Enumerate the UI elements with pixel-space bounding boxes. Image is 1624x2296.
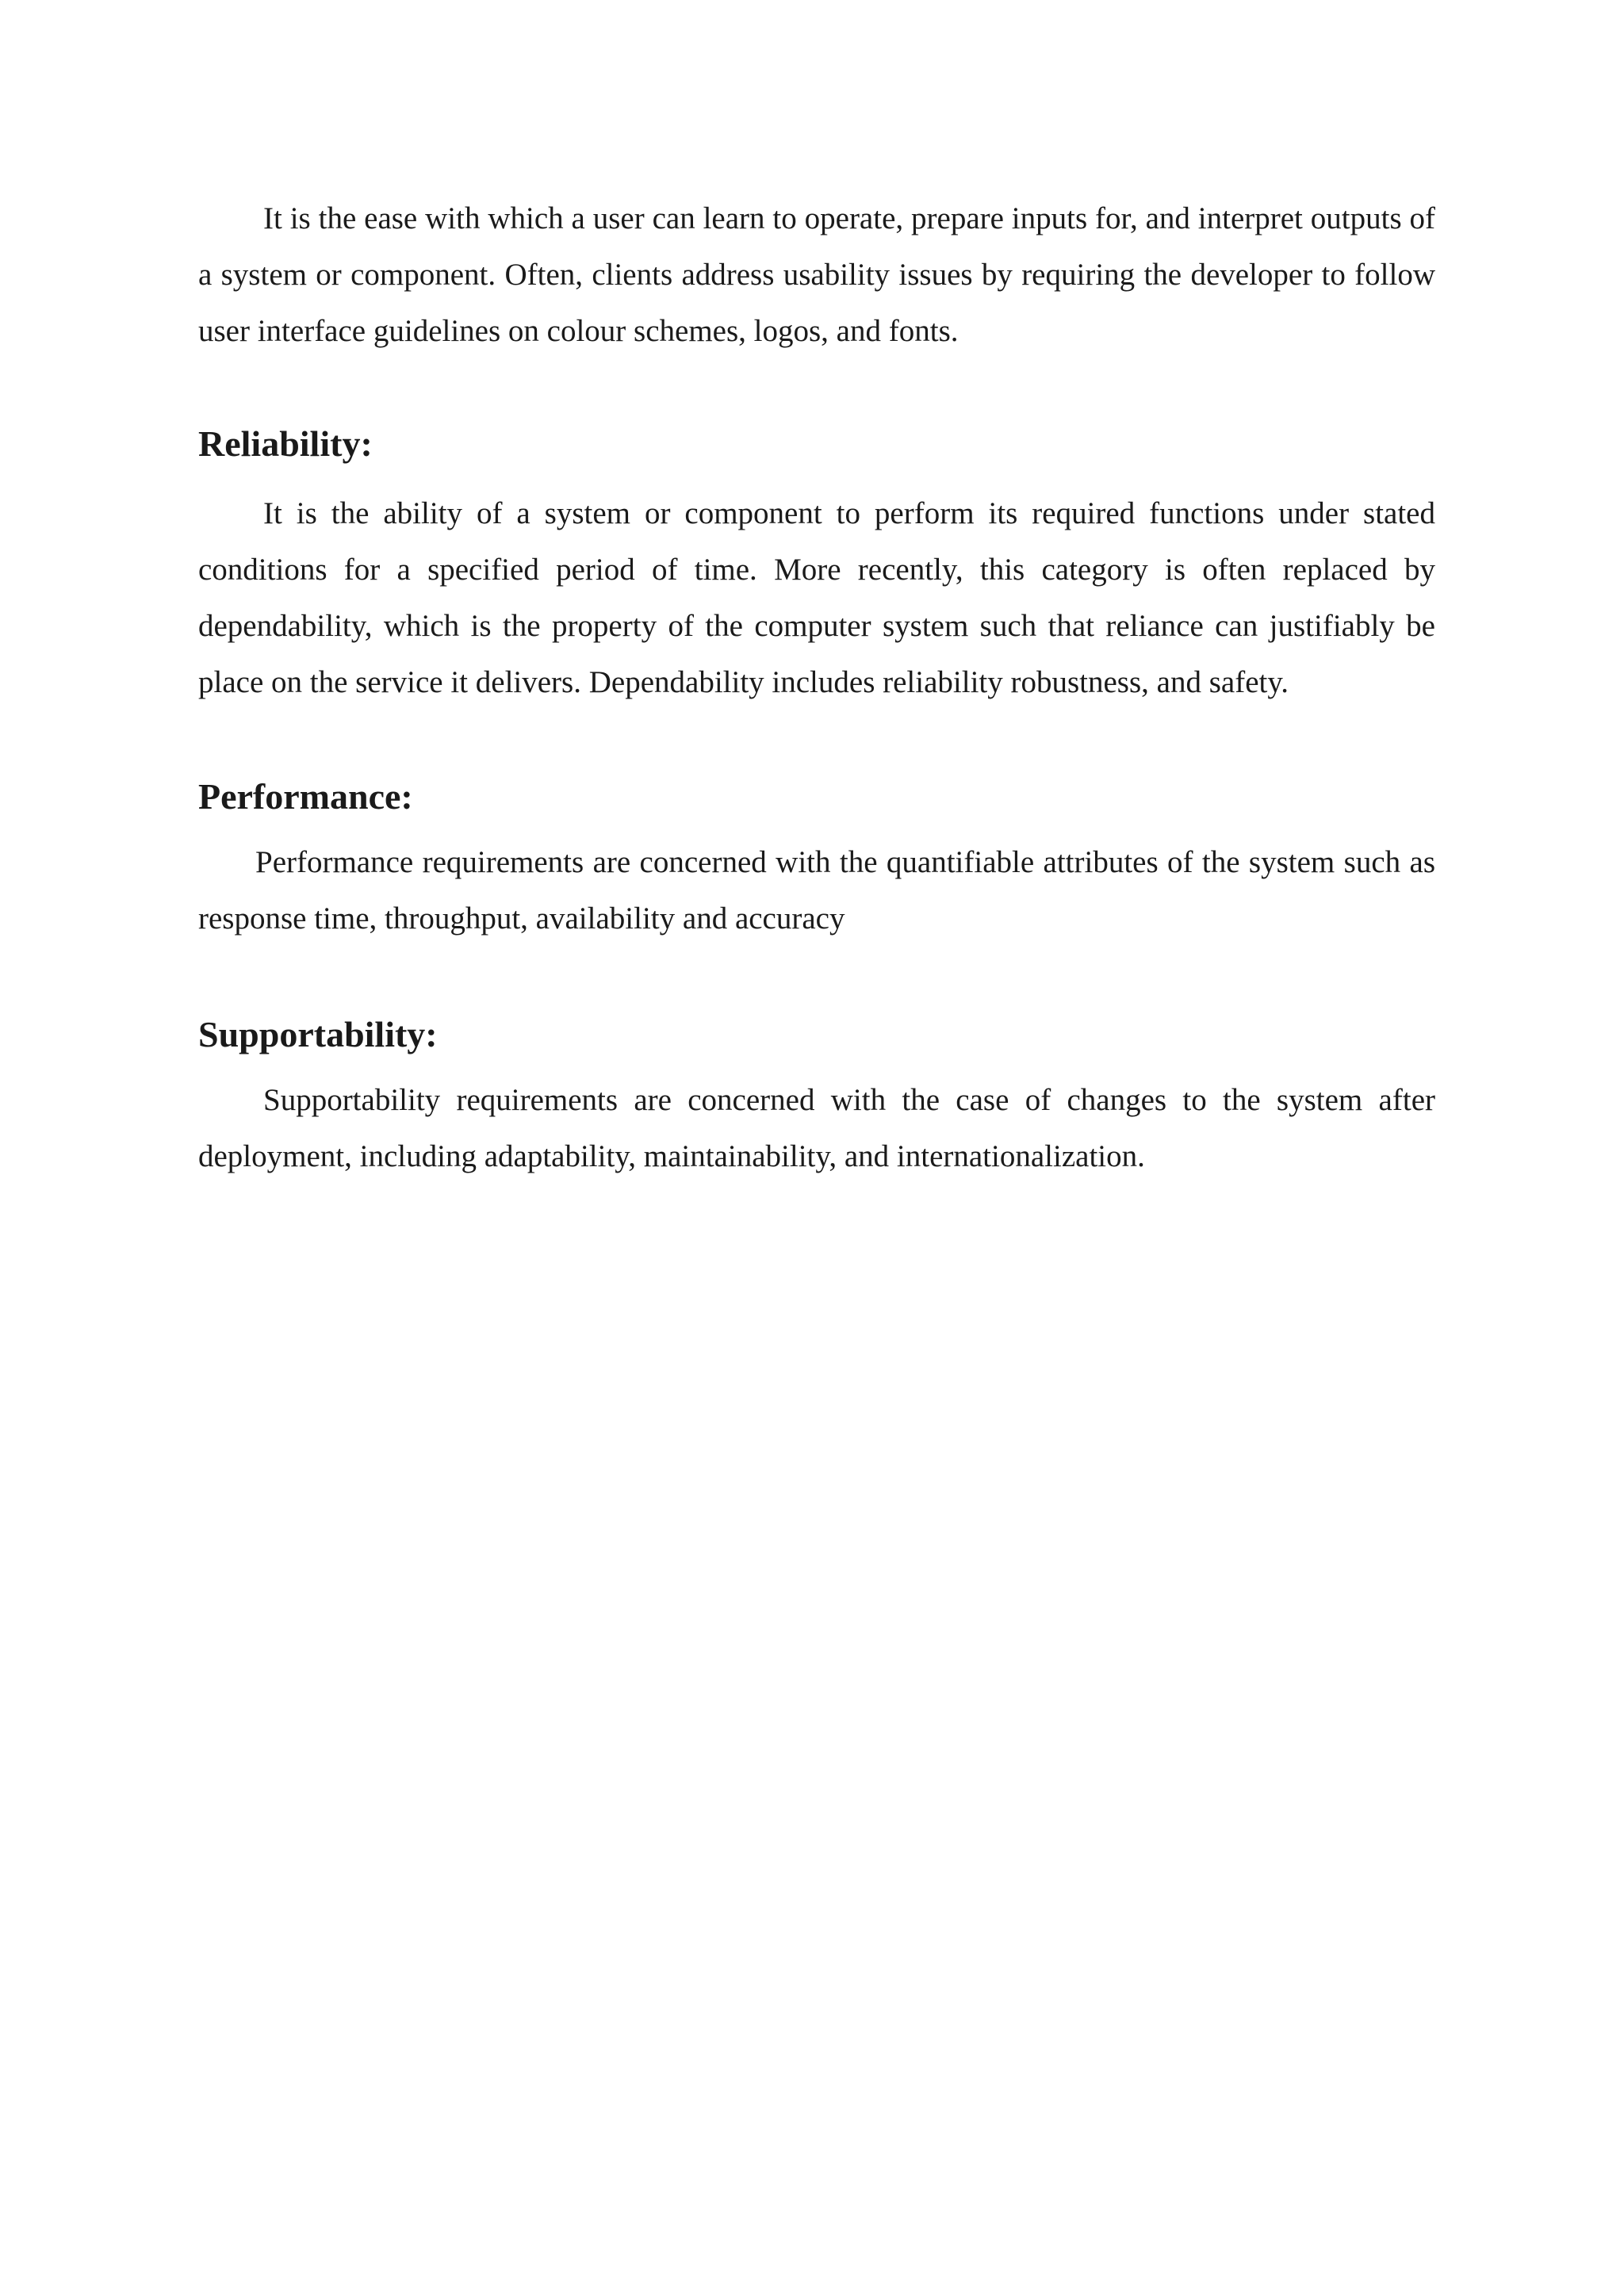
supportability-paragraph: [198, 1072, 1435, 1184]
usability-section: [198, 190, 1435, 359]
performance-heading: Performance:: [198, 776, 413, 817]
supportability-heading: Supportability:: [198, 1014, 438, 1054]
usability-paragraph-text: It is the ease with which a user can learn to operate, prepare inputs for, and interpret outputs of a system or component. Often, clients address usability issues by requiring the developer to follow user interface guidelines on colour schemes, logos, and fonts.: [198, 201, 1435, 348]
performance-paragraph: [198, 834, 1435, 947]
reliability-section: [198, 485, 1435, 710]
performance-paragraph-text: Performance requirements are concerned with the quantifiable attributes of the system such as response time, throughput, availability and accuracy: [198, 845, 1435, 936]
reliability-paragraph-text: It is the ability of a system or component to perform its required functions under stated conditions for a specified period of time. More recently, this category is often replaced by dependability, which is the property of the computer system such that reliance can justifiably be place on the service it delivers. Dependability includes reliability robustness, and safety.: [198, 496, 1435, 699]
reliability-heading: Reliability:: [198, 423, 373, 464]
reliability-paragraph: [198, 485, 1435, 710]
performance-section: [198, 834, 1435, 947]
supportability-section: [198, 1072, 1435, 1184]
supportability-paragraph-text: Supportability requirements are concerned with the case of changes to the system after deployment, including adaptability, maintainability, and internationalization.: [198, 1083, 1435, 1173]
usability-paragraph: [198, 190, 1435, 359]
